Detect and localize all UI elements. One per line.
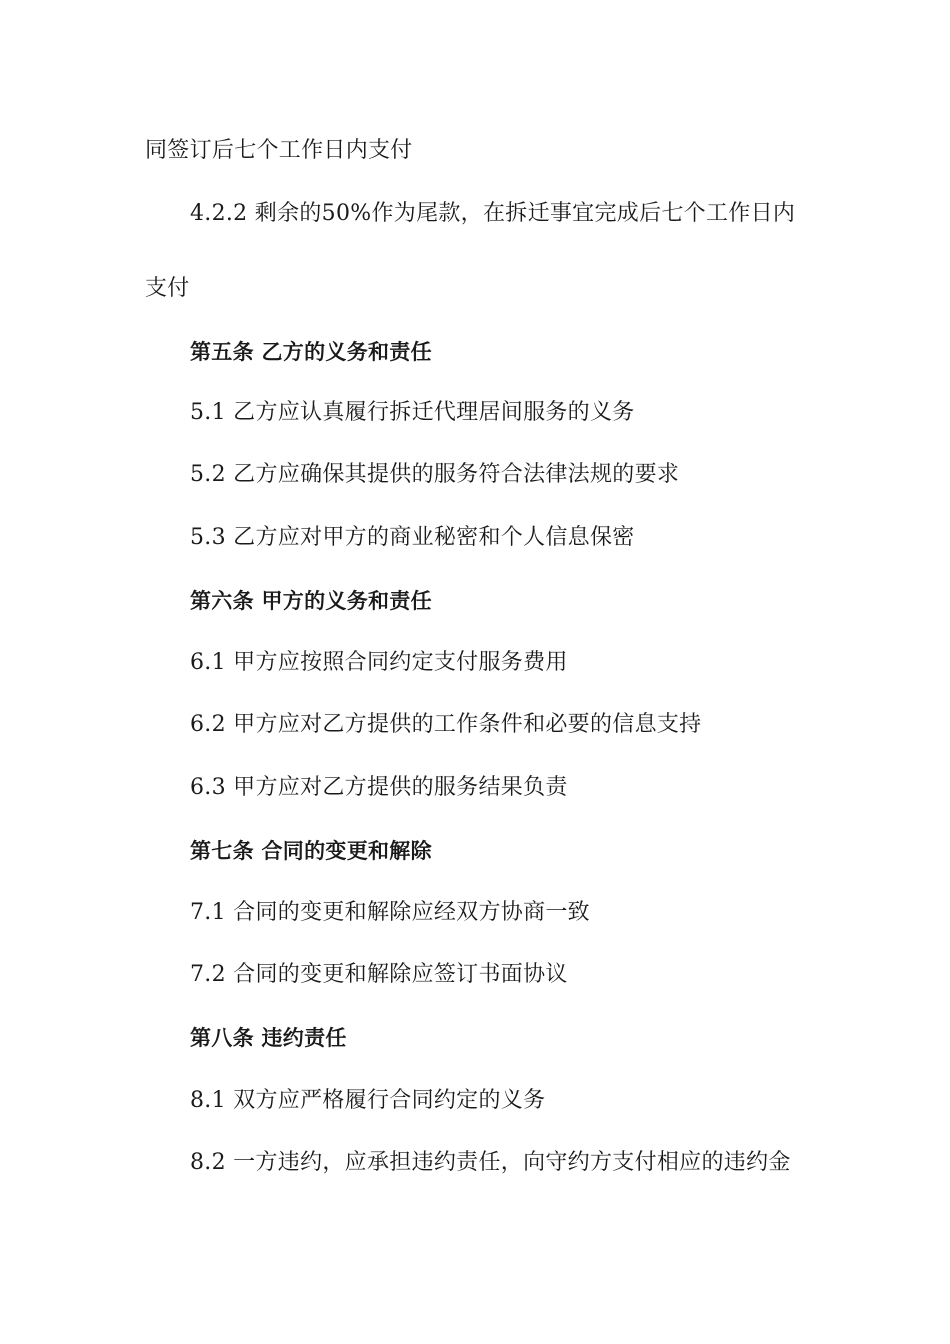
clause-8-2: 8.2 一方违约，应承担违约责任，向守约方支付相应的违约金 [190,1150,791,1175]
clause-6-2: 6.2 甲方应对乙方提供的工作条件和必要的信息支持 [190,712,702,737]
article-6-heading: 第六条 甲方的义务和责任 [190,589,432,613]
clause-4-2-2: 4.2.2 剩余的50%作为尾款，在拆迁事宜完成后七个工作日内 [190,201,796,226]
article-8-heading: 第八条 违约责任 [190,1026,347,1050]
clause-4-2-2-continuation: 支付 [145,276,190,301]
paragraph-continuation: 同签订后七个工作日内支付 [145,138,413,163]
clause-5-2: 5.2 乙方应确保其提供的服务符合法律法规的要求 [190,462,680,487]
clause-5-1: 5.1 乙方应认真履行拆迁代理居间服务的义务 [190,400,635,425]
article-7-heading: 第七条 合同的变更和解除 [190,839,432,863]
clause-5-3: 5.3 乙方应对甲方的商业秘密和个人信息保密 [190,525,635,550]
article-5-heading: 第五条 乙方的义务和责任 [190,340,432,364]
clause-6-1: 6.1 甲方应按照合同约定支付服务费用 [190,650,568,675]
clause-6-3: 6.3 甲方应对乙方提供的服务结果负责 [190,775,568,800]
clause-7-2: 7.2 合同的变更和解除应签订书面协议 [190,962,568,987]
clause-8-1: 8.1 双方应严格履行合同约定的义务 [190,1088,546,1113]
clause-7-1: 7.1 合同的变更和解除应经双方协商一致 [190,900,590,925]
